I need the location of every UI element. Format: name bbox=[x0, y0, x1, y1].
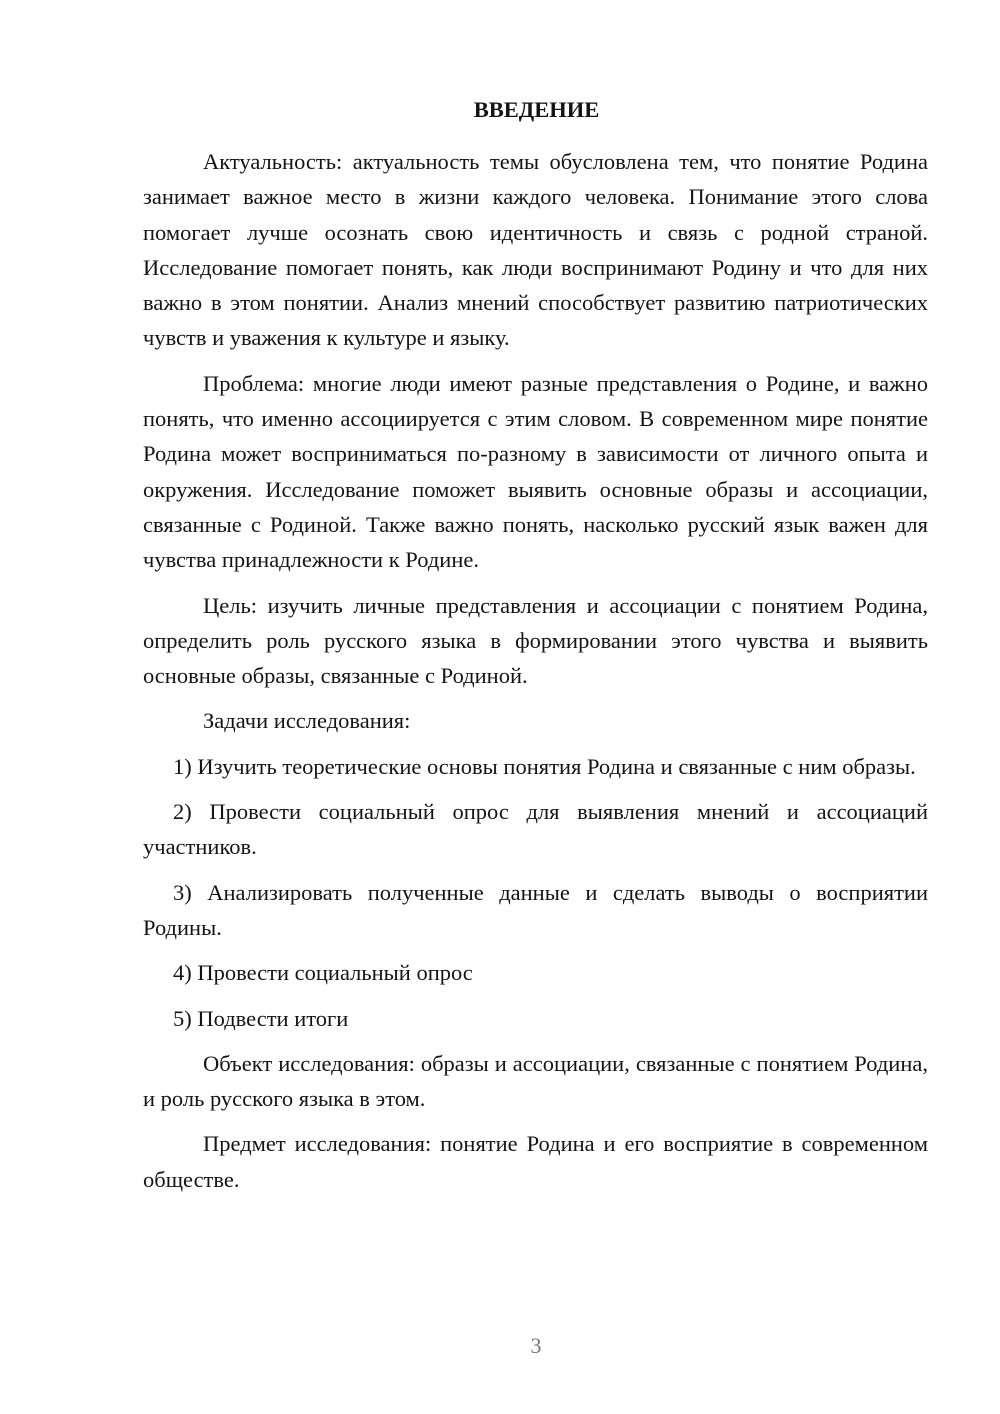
task-item-3: 3) Анализировать полученные данные и сделать выводы о восприятии Родины. bbox=[143, 879, 928, 940]
task-item-1: 1) Изучить теоретические основы понятия Родина и связанные с ним образы. bbox=[173, 753, 916, 779]
tasks-heading: Задачи исследования: bbox=[203, 708, 411, 734]
research-object-paragraph: Объект исследования: образы и ассоциации, связанные с понятием Родина, и роль русского языка в этом. bbox=[143, 1050, 928, 1112]
goal-paragraph: Цель: изучить личные представления и ассоциации с понятием Родина, определить роль русского языка в формировании этого чувства и выявить основные образы, связанные с Родиной. bbox=[143, 592, 928, 689]
document-page bbox=[143, 90, 928, 1207]
section-title: ВВЕДЕНИЕ bbox=[473, 97, 600, 122]
task-item-4: 4) Провести социальный опрос bbox=[173, 960, 473, 986]
research-subject-paragraph: Предмет исследования: понятие Родина и его восприятие в современном обществе. bbox=[143, 1131, 928, 1192]
relevance-paragraph: Актуальность: актуальность темы обусловлена тем, что понятие Родина занимает важное место в жизни каждого человека. Понимание этого слова помогает лучше осознать свою идентичность и связь с родной страной. Исследование помогает понять, как люди воспринимают Родину и что для них важно в этом понятии. Анализ мнений способствует развитию патриотических чувств и уважения к культуре и языку. bbox=[143, 149, 928, 351]
task-item-5: 5) Подвести итоги bbox=[173, 1005, 349, 1031]
tasks-list bbox=[143, 749, 928, 1036]
problem-paragraph: Проблема: многие люди имеют разные представления о Родине, и важно понять, что именно ассоциируется с этим словом. В современном мире понятие Родина может восприниматься по-разному в зависимости от личного опыта и окружения. Исследование поможет выявить основные образы и ассоциации, связанные с Родиной. Также важно понять, насколько русский язык важен для чувства принадлежности к Родине. bbox=[143, 370, 928, 573]
page-number: 3 bbox=[530, 1333, 542, 1358]
task-item-2: 2) Провести социальный опрос для выявления мнений и ассоциаций участников. bbox=[143, 799, 928, 860]
